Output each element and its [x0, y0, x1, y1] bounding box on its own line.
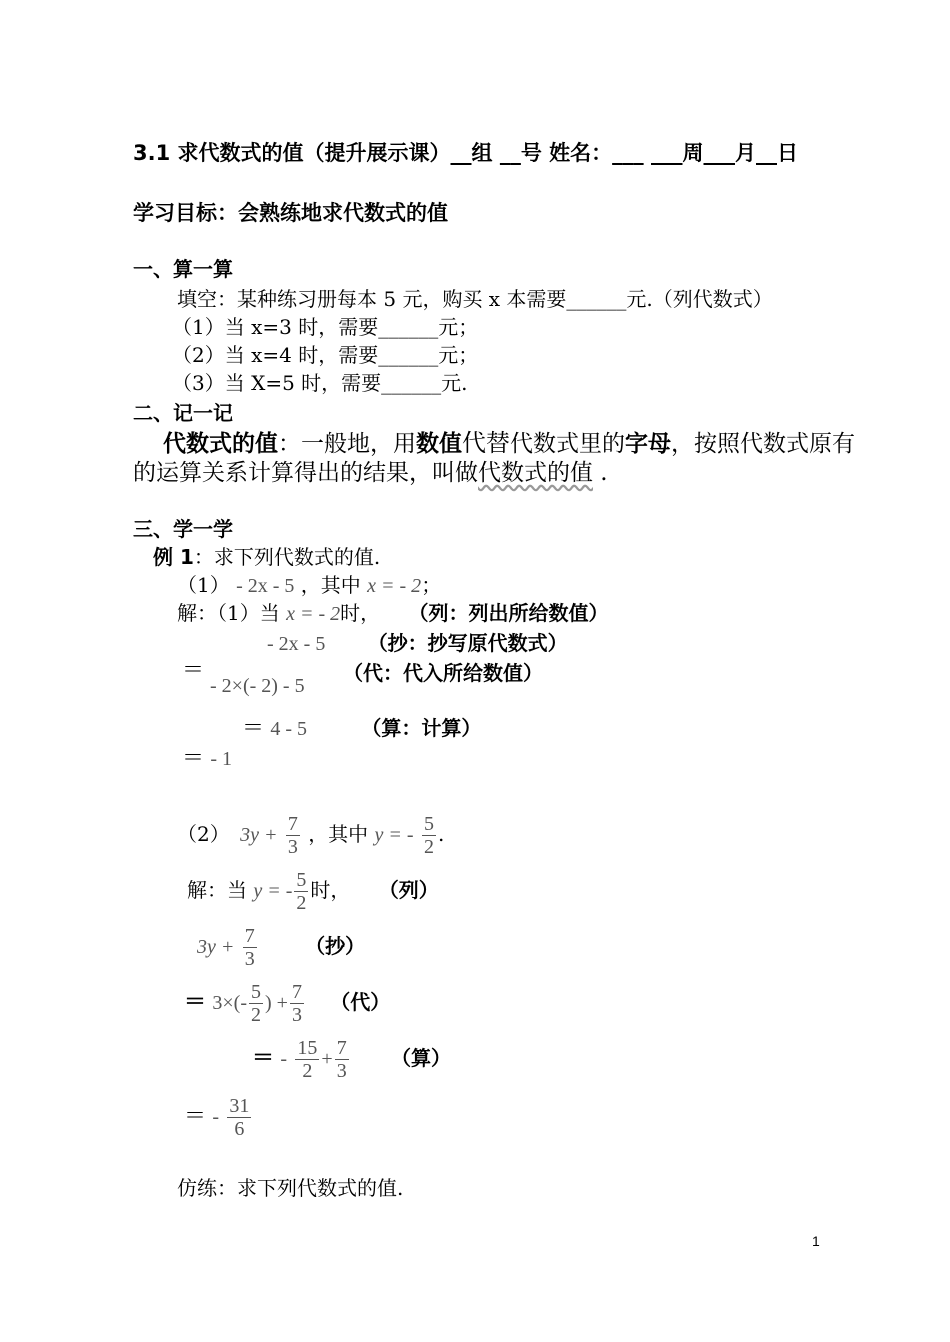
definition-term: 代数式的值: [163, 431, 278, 457]
definition-line-1: 代数式的值：一般地，用数值代替代数式里的字母，按照代数式原有: [163, 429, 855, 457]
fraction-31-6: $\frac{31}{6}$: [229, 1095, 250, 1140]
solution-2-list: 解：当 y = - $\frac{5}{2}$ 时， （列）: [187, 869, 439, 914]
problem-1-expression: - 2x - 5: [236, 575, 295, 597]
question-3: （3）当 X=5 时，需要______元.: [172, 371, 468, 395]
solution-2-calc: ＝ - $\frac{15}{2}$ + $\frac{7}{3}$ （算）: [252, 1037, 452, 1082]
fraction-15-2: $\frac{15}{2}$: [297, 1037, 318, 1082]
section-2-heading: 二、记一记: [133, 401, 233, 425]
problem-1: （1） - 2x - 5 ，其中 x = - 2；: [177, 573, 442, 597]
definition-line-2: 的运算关系计算得出的结果，叫做代数式的值 .: [133, 460, 608, 486]
solution-1-substitute: - 2×(- 2) - 5: [210, 675, 305, 697]
fraction-7-3: $\frac{7}{3}$: [287, 813, 298, 858]
problem-2: （2） 3y + $\frac{7}{3}$ ，其中 y = - $\frac{5}{2}$ .: [177, 813, 445, 858]
page-number: 1: [812, 1233, 820, 1249]
solution-1-copy: - 2x - 5 （抄：抄写原代数式）: [267, 631, 568, 655]
solution-2-result: ＝ - $\frac{31}{6}$: [184, 1095, 250, 1140]
example-1-title: 例 1：求下列代数式的值.: [153, 545, 381, 569]
solution-1-calc: ＝ 4 - 5 （算：计算）: [242, 716, 482, 741]
learning-goal: 学习目标：会熟练地求代数式的值: [133, 201, 448, 225]
practice-line: 仿练：求下列代数式的值.: [177, 1176, 404, 1200]
solution-1-substitute-note: （代：代入所给数值）: [343, 661, 543, 685]
section-3-heading: 三、学一学: [133, 517, 233, 541]
solution-1-equals-1: ＝: [182, 658, 205, 683]
fraction-5-2: $\frac{5}{2}$: [423, 813, 434, 858]
solution-1-result: ＝ - 1: [182, 746, 233, 771]
solution-1-list: 解：（1）当 x = - 2时， （列：列出所给数值）: [177, 601, 609, 625]
question-2: （2）当 x=4 时，需要______元；: [172, 343, 479, 367]
solution-2-copy: 3y + $\frac{7}{3}$ （抄）: [197, 925, 366, 970]
page-title: 3.1 求代数式的值（提升展示课）__组 __号 姓名：___ ___周___月__日: [133, 141, 798, 165]
solution-2-substitute: ＝ 3×(- $\frac{5}{2}$ ) + $\frac{7}{3}$ （代）: [184, 981, 391, 1026]
fill-blank-question: 填空：某种练习册每本 5 元，购买 x 本需要______元.（列代数式）: [177, 287, 773, 311]
section-1-heading: 一、算一算: [133, 257, 233, 281]
question-1: （1）当 x=3 时，需要______元；: [172, 315, 479, 339]
